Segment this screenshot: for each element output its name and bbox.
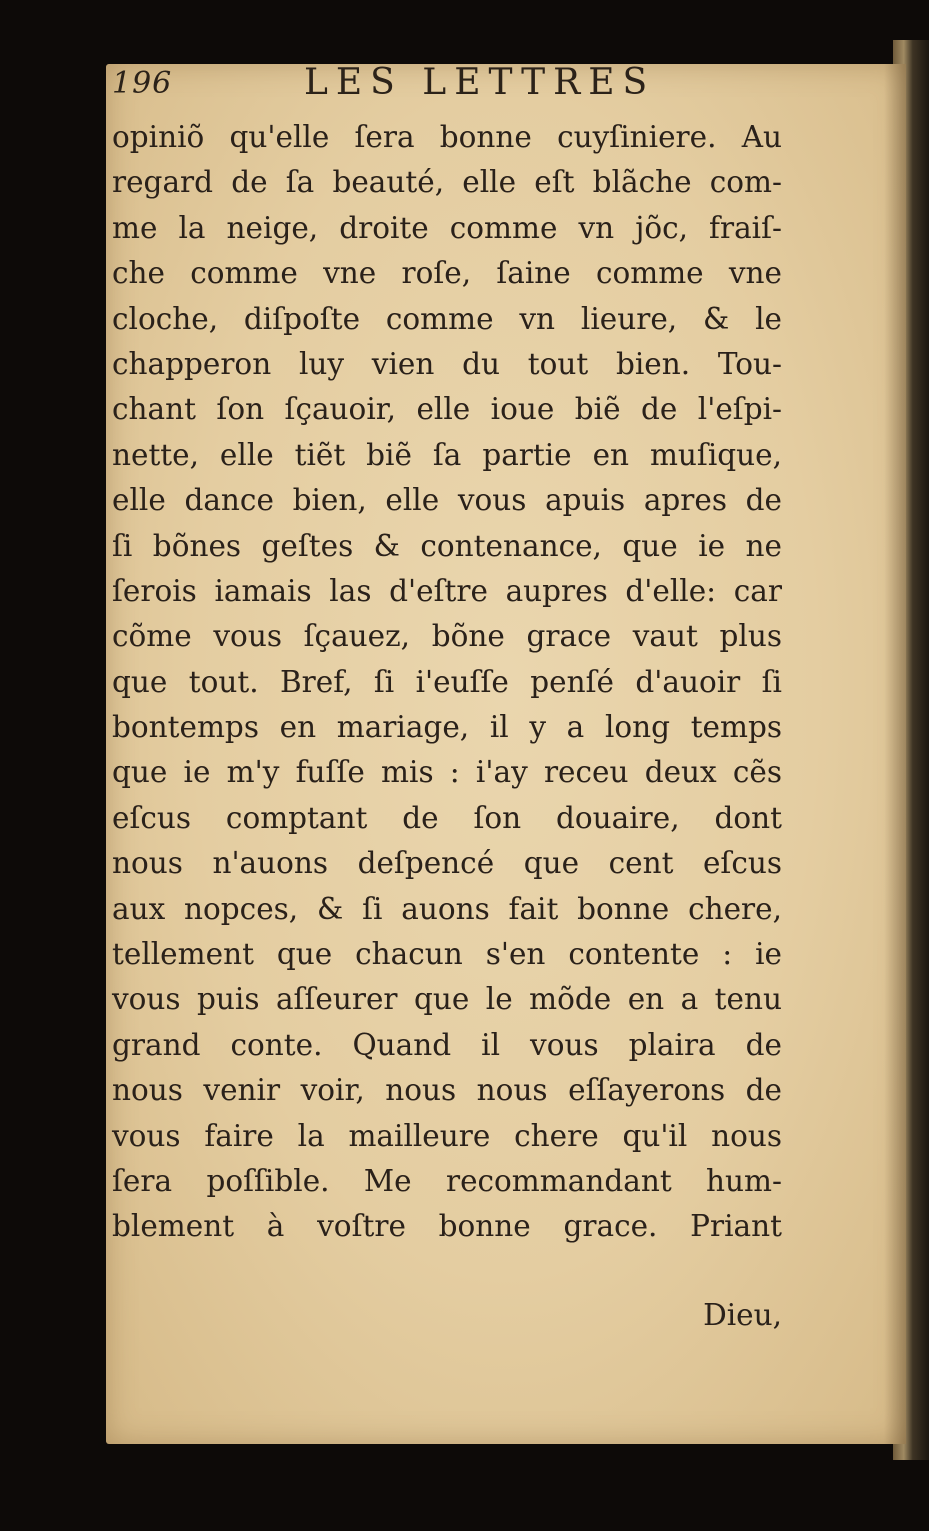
text-line: cõme vous ſçauez, bõne grace vaut plus xyxy=(112,619,782,654)
text-line: aux nopces, & ſi auons fait bonne chere, xyxy=(112,891,782,926)
page-header xyxy=(112,56,672,116)
text-line: ſerois iamais las d'eſtre aupres d'elle: car xyxy=(112,573,782,608)
text-line: ſi bõnes geſtes & contenance, que ie ne xyxy=(112,528,782,563)
text-line: vous puis aſſeurer que le mõde en a tenu xyxy=(112,982,782,1017)
text-line: che comme vne roſe, ſaine comme vne xyxy=(112,256,782,291)
text-line: chant ſon ſçauoir, elle ioue biẽ de l'eſpi- xyxy=(112,392,782,427)
text-line: tellement que chacun s'en contente : ie xyxy=(112,937,782,972)
text-line: nous venir voir, nous nous eſſayerons de xyxy=(112,1073,782,1108)
text-line: regard de ſa beauté, elle eſt blãche com- xyxy=(112,165,782,200)
text-line: nette, elle tiẽt biẽ ſa partie en muſique, xyxy=(112,437,782,472)
text-line: opiniõ qu'elle ſera bonne cuyſiniere. Au xyxy=(112,120,782,154)
text-line: ſera poſſible. Me recommandant hum- xyxy=(112,1163,782,1198)
text-line: que tout. Bref, ſi i'euſſe penſé d'auoir ſi xyxy=(112,664,782,699)
text-line: blement à voſtre bonne grace. Priant xyxy=(112,1209,782,1244)
body-text xyxy=(112,115,782,1250)
text-line: chapperon luy vien du tout bien. Tou- xyxy=(112,346,782,381)
text-line: bontemps en mariage, il y a long temps xyxy=(112,710,782,745)
text-line: nous n'auons deſpencé que cent eſcus xyxy=(112,846,782,881)
text-line: me la neige, droite comme vn jõc, fraiſ- xyxy=(112,210,782,245)
catchword: Dieu, xyxy=(703,1298,782,1332)
running-head: LES LETTRES xyxy=(304,62,656,103)
catchword-row xyxy=(112,1293,782,1338)
text-line: elle dance bien, elle vous apuis apres de xyxy=(112,483,782,518)
text-line: grand conte. Quand il vous plaira de xyxy=(112,1027,782,1062)
text-line: vous faire la mailleure chere qu'il nous xyxy=(112,1118,782,1153)
text-line: cloche, diſpoſte comme vn lieure, & le xyxy=(112,301,782,336)
spine-shadow xyxy=(884,64,906,1444)
text-line: que ie m'y fuſſe mis : i'ay receu deux cẽs xyxy=(112,755,782,790)
page-number: 196 xyxy=(112,66,173,101)
text-line: eſcus comptant de ſon douaire, dont xyxy=(112,800,782,835)
